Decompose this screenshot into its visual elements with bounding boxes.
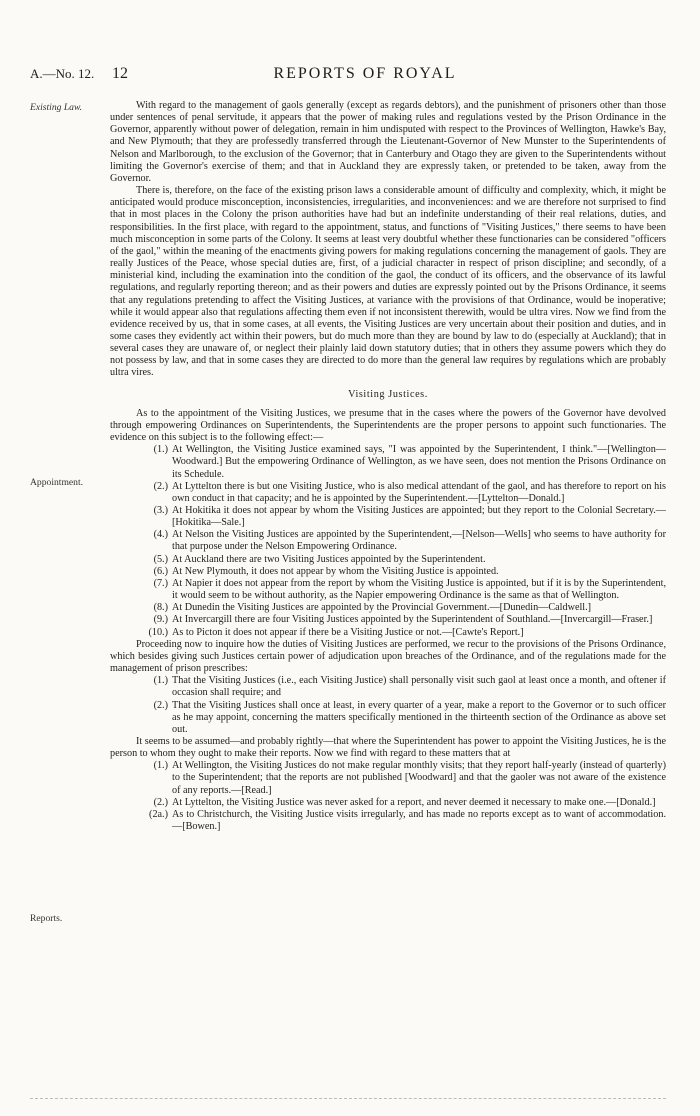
margin-note-existing-law: Existing Law. [30,102,83,113]
paragraph-gaol-management: With regard to the management of gaols generally (except as regards debtors), and the punishment of prisoners other than those under sentences of penal servitude, it appears that the power of making rules and regulations vested by the Prison Ordinance in the Governor, apparently without power of delegation, remain in him undisputed with respect to the Provinces of Wellington, Hawke's Bay, and New Plymouth; that they are professedly transferred through the Lieutenant-Governor of New Munster to the Superintendents of Nelson and Marlborough, to the exclusion of the Governor; that in Canterbury and Otago they are given to the Superintendents without limiting the Governor's exercise of them; and that in Auckland they are expressly taken, or pretended to be taken, away from the Governor. [110,100,666,184]
item-number: (2.) [153,480,168,492]
list-item [110,760,666,796]
item-text: As to Christchurch, the Visiting Justice visits irregularly, and has made no reports except as to want of accommodation.—[Bowen.] [172,808,666,833]
list-item [110,700,666,736]
item-number: (7.) [153,577,168,589]
section-heading: Visiting Justices. [348,388,428,400]
item-text: At Wellington, the Visiting Justices do not make regular monthly visits; that they report half-yearly (instead of quarterly) to the Superintendent; that the reports are not published [Woodward] and that the gaoler was not aware of the existence of any reports.—[Read.] [172,760,666,796]
list-item [110,566,666,578]
item-number: (2.) [153,699,168,711]
list-item [110,614,666,626]
list-item [110,797,666,809]
item-text: At Invercargill there are four Visiting Justices appointed by the Superintendent of Southland.—[Invercargill—Fraser.] [172,614,653,626]
list-item [110,529,666,553]
item-text: As to Picton it does not appear if there be a Visiting Justice or not.—[Cawte's Report.] [172,626,524,638]
item-number: (3.) [153,505,168,516]
paragraph-visiting-justices-complexity: There is, therefore, on the face of the existing prison laws a considerable amount of difficulty and complexity, which, it might be anticipated would produce misconception, inconsistencies, irregularities, and inconveniences: and we are therefore not surprised to find that in most places in the Colony the prison authorities have had but an indefinite understanding of their real relations, duties, and responsibilities. In the first place, with regard to the appointment, status, and functions of "Visiting Justices," there seems to have been much misconception in some parts of the Colony. It seems at least very doubtful whether these functionaries can be considered "officers of the gaol," within the meaning of the enactments giving powers for making regulations concerning the management of gaols. They are really Justices of the Peace, whose special duties are, first, of a judicial character in respect of prison discipline; and secondly, of a ministerial kind, including the examination into the condition of the gaol, the conduct of its officers, and the observance of its lawful regulations, and regularly reporting thereon; and as their powers and duties are expressly pointed out by the Prisons Ordinance, it seems that any regulations pretending to affect the Visiting Justices, at variance with the provisions of that Ordinance, would be inoperative; while it would appear also that regulations affecting them even if not inconsistent therewith, would be ultra vires. Now we find from the evidence received by us, that in some cases, at all events, the Visiting Justices are very uncertain about their position and duties, and in some cases they evidently act within their powers, but do much more than they are bound by law to do (especially at Auckland); that in several cases they are unaware of, or neglect their plainly laid down statutory duties; that in others they assume powers which they do not possess by law, and that in some cases they are directed to do more than the general law requires by regulations which are probably ultra vires. [110,185,666,379]
paragraph-duties-intro: Proceeding now to inquire how the duties of Visiting Justices are performed, we recur to the provisions of the Prisons Ordinance, which besides giving such Justices certain power of adjudication upon breaches of the Ordinance, and of the regulations made for the management of prison prescribes: [110,638,666,675]
item-text: At Lyttelton there is but one Visiting Justice, who is also medical attendant of the gaol, and has therefore to report on his own conduct in that capacity; and he is appointed by the Superintendent.—[Lyttelton—Donald.] [172,480,666,504]
margin-note-appointment: Appointment. [30,477,84,488]
list-item [110,578,666,602]
item-number: (2.) [153,796,168,808]
document-reference: A.—No. 12. [30,66,95,81]
list-item [110,809,666,833]
item-text: That the Visiting Justices shall once at least, in every quarter of a year, make a report to the Governor or to such officer as he may appoint, concerning the matters specifically mentioned in the thirteenth section of the Ordinance as above set out. [172,699,666,735]
item-text: At Dunedin the Visiting Justices are appointed by the Provincial Government.—[Dunedin—Caldwell.] [172,602,592,614]
item-number: (2a.) [149,808,168,820]
item-number: (6.) [153,565,168,577]
item-number: (10.) [148,626,168,638]
running-title: REPORTS OF ROYAL [273,65,457,82]
item-text: At Lyttelton, the Visiting Justice was never asked for a report, and never deemed it necessary to make one.—[Donald.] [172,796,656,808]
list-item [110,444,666,480]
item-text: At Nelson the Visiting Justices are appointed by the Superintendent,—[Nelson—Wells] who seems to have authority for that purpose under the Nelson Empowering Ordinance. [172,529,666,553]
page-number: 12 [112,65,128,82]
list-item [110,627,666,639]
item-text: At Hokitika it does not appear by whom the Visiting Justices are appointed; but they report to the Colonial Secretary.—[Hokitika—Sale.] [172,505,666,529]
paragraph-reports-intro: It seems to be assumed—and probably rightly—that where the Superintendent has power to appoint the Visiting Justices, he is the person to whom they ought to make their reports. Now we find with regard to these matters that at [110,735,666,760]
item-number: (1.) [153,760,168,772]
item-number: (5.) [153,553,168,565]
list-item [110,675,666,699]
item-number: (8.) [153,602,168,614]
page-header [0,66,700,88]
item-text: At Napier it does not appear from the report by whom the Visiting Justice is appointed, but if it is by the Superintendent, it would seem to be without authority, as the Napier empowering Ordinance is the same as that of Wellington. [172,577,666,602]
item-text: At Auckland there are two Visiting Justices appointed by the Superintendent. [172,553,486,565]
paragraph-appointment-intro: As to the appointment of the Visiting Justices, we presume that in the cases where the powers of the Governor have devolved through empowering Ordinances on Superintendents, the Superintendents are the proper persons to appoint such functionaries. The evidence on this subject is to the following effect:— [110,407,666,444]
item-text: At New Plymouth, it does not appear by whom the Visiting Justice is appointed. [172,565,499,577]
item-number: (4.) [153,529,168,541]
document-body [110,100,666,833]
list-item [110,602,666,614]
margin-note-reports: Reports. [30,913,63,924]
list-item [110,554,666,566]
item-text: That the Visiting Justices (i.e., each Visiting Justice) shall personally visit such gaol at least once a month, and oftener if occasion shall require; and [172,675,666,699]
duties-list [110,675,666,736]
bottom-rule [30,1098,666,1099]
list-item [110,505,666,529]
reports-list [110,760,666,833]
item-number: (1.) [153,675,168,687]
item-text: At Wellington, the Visiting Justice examined says, "I was appointed by the Superintendent, I think."—[Wellington—Woodward.] But the empowering Ordinance of Wellington, as we have seen, does not mention the Prisons Ordinance on its Schedule. [172,444,666,480]
appointment-list [110,444,666,639]
list-item [110,481,666,505]
item-number: (1.) [153,444,168,456]
item-number: (9.) [153,614,168,626]
